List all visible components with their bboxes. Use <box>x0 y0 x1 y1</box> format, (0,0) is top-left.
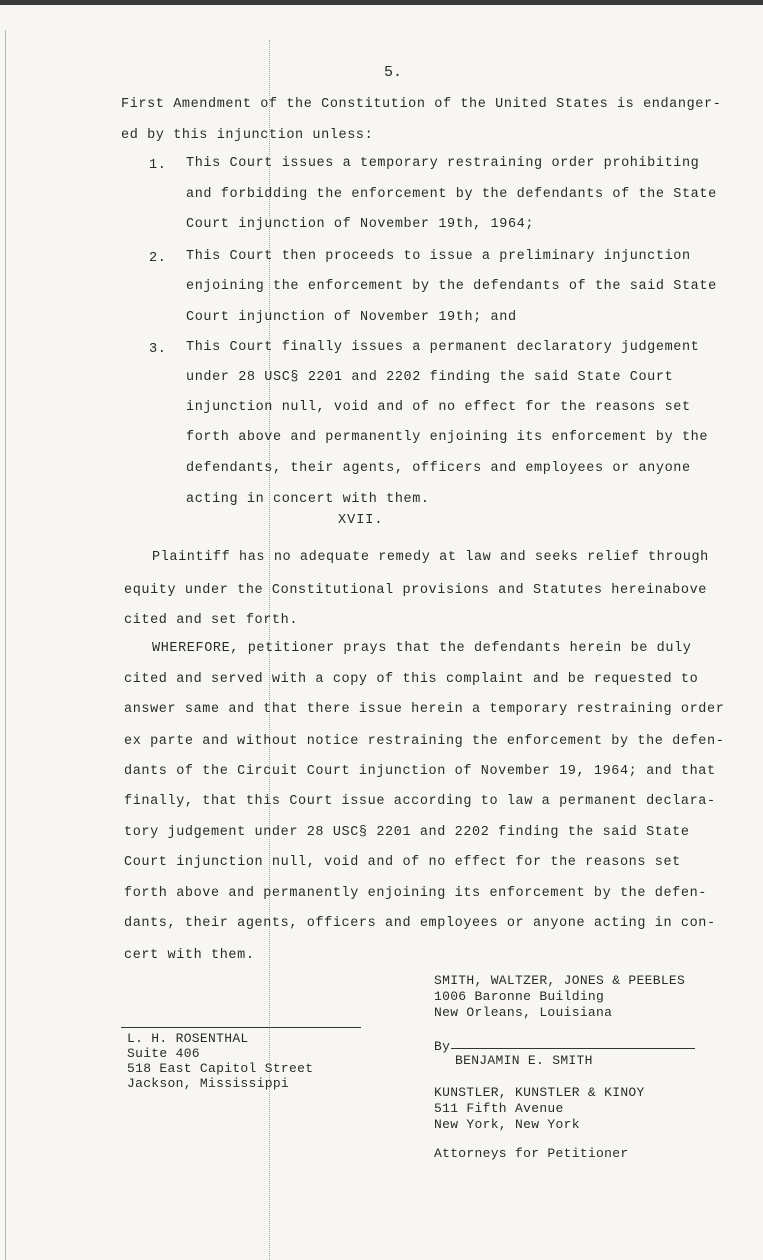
local-counsel-signature-line <box>121 1027 361 1028</box>
firm1-line: SMITH, WALTZER, JONES & PEEBLES <box>434 973 686 988</box>
item-line: acting in concert with them. <box>186 492 430 507</box>
para3-line: forth above and permanently enjoining its enforcement by the defen- <box>124 886 707 901</box>
para2-line: Plaintiff has no adequate remedy at law and seeks relief through <box>152 550 709 565</box>
item-line: This Court then proceeds to issue a preliminary injunction <box>186 249 691 264</box>
para3-line: Court injunction null, void and of no effect for the reasons set <box>124 855 681 870</box>
firm2-line: KUNSTLER, KUNSTLER & KINOY <box>434 1085 645 1100</box>
attorneys-label: Attorneys for Petitioner <box>434 1146 629 1161</box>
page-number: 5. <box>384 64 403 81</box>
section-heading: XVII. <box>338 513 384 528</box>
para3-line: cert with them. <box>124 948 255 963</box>
para3-line: dants of the Circuit Court injunction of November 19, 1964; and that <box>124 764 716 779</box>
item-line: defendants, their agents, officers and employees or anyone <box>186 461 691 476</box>
para3-line: finally, that this Court issue according to law a permanent declara- <box>124 794 716 809</box>
item-line: Court injunction of November 19th; and <box>186 310 517 325</box>
para3-line: WHEREFORE, petitioner prays that the defendants herein be duly <box>152 641 692 656</box>
para3-line: dants, their agents, officers and employees or anyone acting in con- <box>124 916 716 931</box>
by-label: By <box>434 1039 451 1054</box>
scan-top-edge <box>0 0 763 5</box>
item-line: This Court issues a temporary restraining order prohibiting <box>186 156 700 171</box>
para2-line: cited and set forth. <box>124 613 299 628</box>
item-line: under 28 USC§ 2201 and 2202 finding the said State Court <box>186 370 674 385</box>
item-line: enjoining the enforcement by the defendants of the said State <box>186 279 717 294</box>
para3-line: cited and served with a copy of this complaint and be requested to <box>124 672 699 687</box>
item-number: 2. <box>149 251 167 266</box>
para2-line: equity under the Constitutional provisions and Statutes hereinabove <box>124 583 707 598</box>
signature-line <box>451 1048 695 1049</box>
para1-line: ed by this injunction unless: <box>121 128 374 143</box>
firm2-line: 511 Fifth Avenue <box>434 1101 564 1116</box>
item-line: injunction null, void and of no effect for the reasons set <box>186 400 691 415</box>
firm1-line: 1006 Baronne Building <box>434 989 605 1004</box>
local-counsel-name: L. H. ROSENTHAL <box>127 1031 249 1046</box>
local-counsel-line: 518 East Capitol Street <box>127 1061 314 1076</box>
para3-line: answer same and that there issue herein a temporary restraining order <box>124 702 725 717</box>
item-line: forth above and permanently enjoining its enforcement by the <box>186 430 709 445</box>
local-counsel-line: Suite 406 <box>127 1046 200 1061</box>
item-number: 3. <box>149 342 167 357</box>
scan-left-edge <box>5 30 6 1260</box>
firm1-line: New Orleans, Louisiana <box>434 1005 613 1020</box>
para3-line: tory judgement under 28 USC§ 2201 and 2202 finding the said State <box>124 825 690 840</box>
item-line: This Court finally issues a permanent declaratory judgement <box>186 340 700 355</box>
item-number: 1. <box>149 158 167 173</box>
para1-line: First Amendment of the Constitution of the United States is endanger- <box>121 97 722 112</box>
signer-name: BENJAMIN E. SMITH <box>455 1053 593 1068</box>
item-line: and forbidding the enforcement by the defendants of the State <box>186 187 717 202</box>
item-line: Court injunction of November 19th, 1964; <box>186 217 535 232</box>
para3-line: ex parte and without notice restraining the enforcement by the defen- <box>124 734 725 749</box>
local-counsel-line: Jackson, Mississippi <box>127 1076 290 1091</box>
firm2-line: New York, New York <box>434 1117 580 1132</box>
